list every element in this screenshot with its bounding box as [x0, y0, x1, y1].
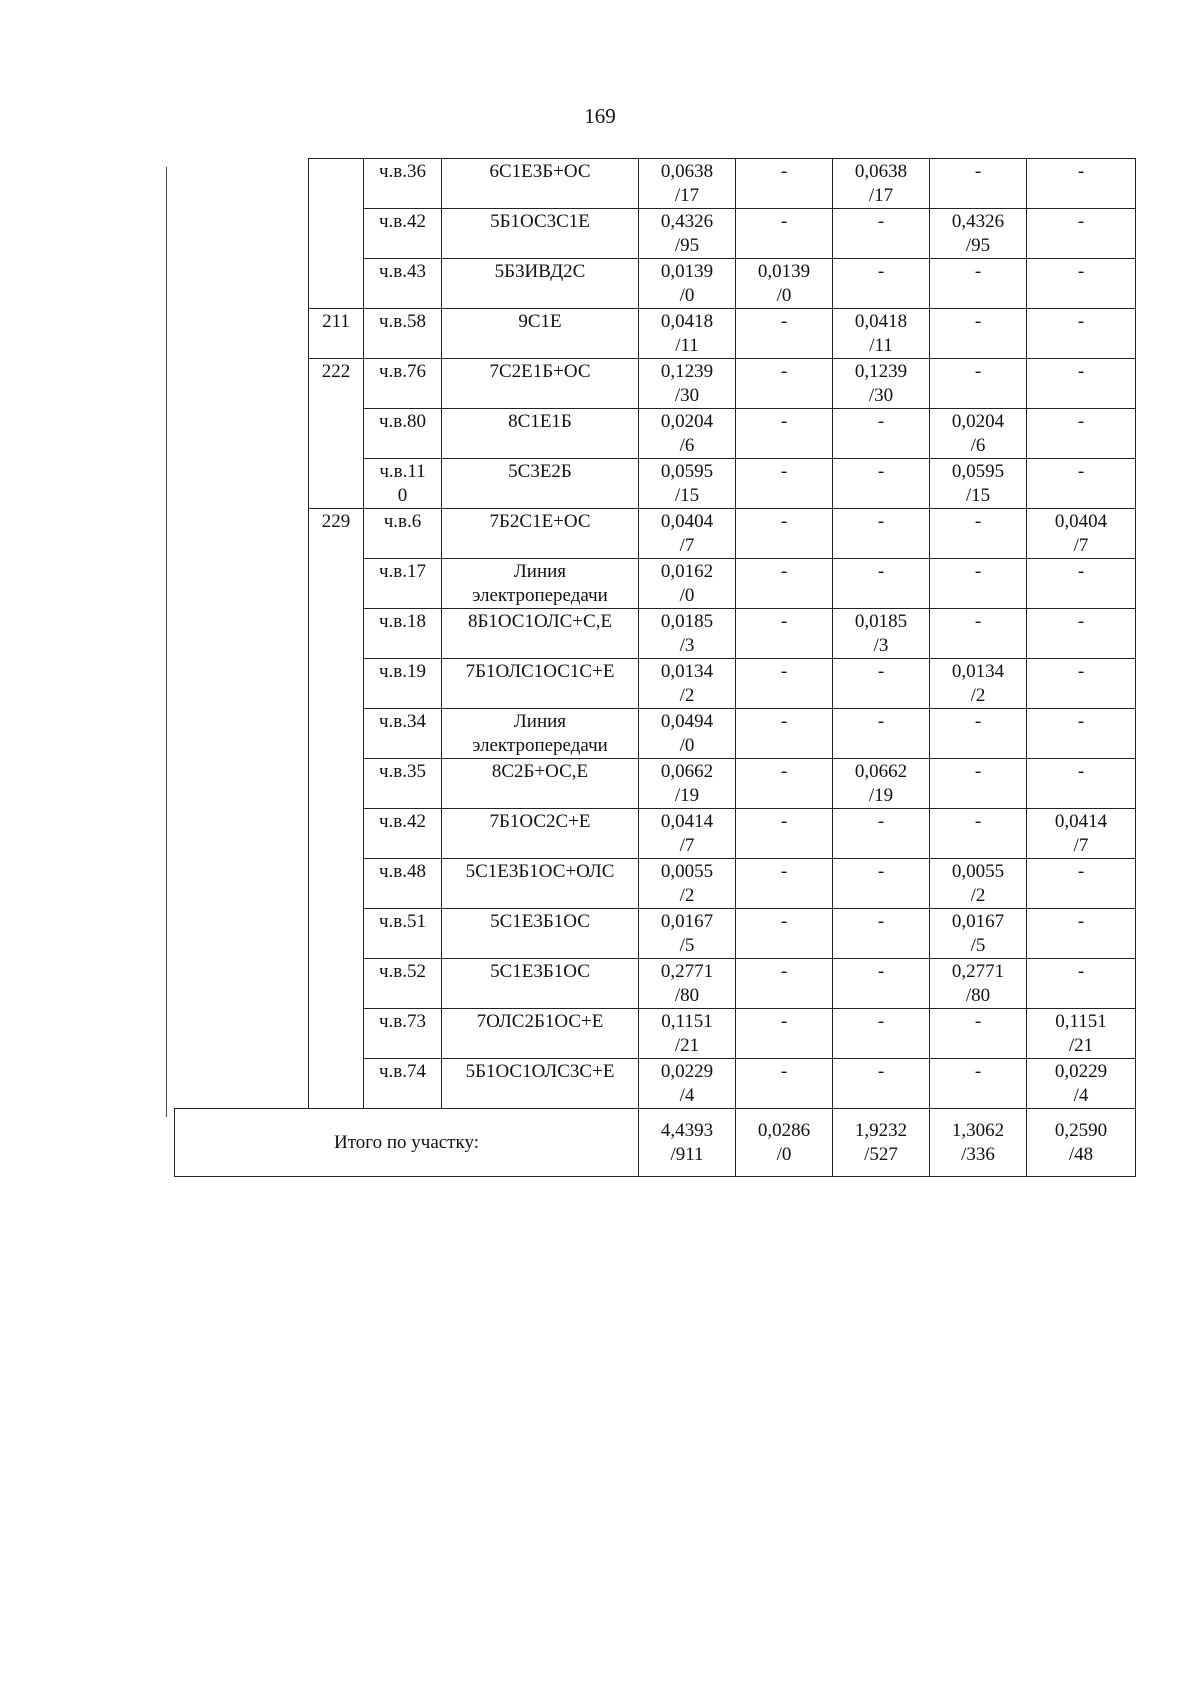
table-row: [175, 609, 1136, 659]
area-total-cell: 0,0494 /0: [639, 709, 736, 759]
block-number-cell: 229: [309, 509, 364, 559]
area-total-cell: 0,0204 /6: [639, 409, 736, 459]
part-id-cell: ч.в.6: [364, 509, 442, 559]
total-value-cell: 0,0286 /0: [736, 1109, 833, 1177]
area-cell: -: [736, 159, 833, 209]
part-id-cell: ч.в.42: [364, 809, 442, 859]
area-cell: -: [833, 809, 930, 859]
area-cell: -: [930, 309, 1027, 359]
composition-cell: 7Б1ОС2С+Е: [442, 809, 639, 859]
table-row: [175, 509, 1136, 559]
area-cell: -: [833, 859, 930, 909]
area-total-cell: 0,0229 /4: [639, 1059, 736, 1109]
area-cell: -: [930, 509, 1027, 559]
area-cell: -: [930, 809, 1027, 859]
area-cell: -: [1027, 609, 1136, 659]
block-number-cell: [309, 859, 364, 909]
area-cell: -: [1027, 659, 1136, 709]
table-row: [175, 909, 1136, 959]
blank-column-cell: [175, 259, 309, 309]
area-cell: -: [930, 259, 1027, 309]
area-cell: -: [1027, 259, 1136, 309]
part-id-cell: ч.в.76: [364, 359, 442, 409]
area-cell: -: [1027, 759, 1136, 809]
table-row: [175, 659, 1136, 709]
block-number-cell: [309, 759, 364, 809]
part-id-cell: ч.в.43: [364, 259, 442, 309]
block-number-cell: [309, 709, 364, 759]
part-id-cell: ч.в.52: [364, 959, 442, 1009]
area-cell: -: [930, 359, 1027, 409]
blank-column-cell: [175, 159, 309, 209]
area-cell: -: [736, 759, 833, 809]
block-number-cell: [309, 209, 364, 259]
area-total-cell: 0,0414 /7: [639, 809, 736, 859]
area-total-cell: 0,0404 /7: [639, 509, 736, 559]
area-cell: -: [930, 709, 1027, 759]
area-cell: -: [1027, 559, 1136, 609]
table-row: [175, 809, 1136, 859]
area-cell: -: [736, 809, 833, 859]
area-cell: -: [833, 959, 930, 1009]
block-number-cell: [309, 809, 364, 859]
area-cell: -: [736, 959, 833, 1009]
blank-column-cell: [175, 209, 309, 259]
area-total-cell: 0,0185 /3: [639, 609, 736, 659]
total-label: Итого по участку:: [175, 1109, 639, 1177]
blank-column-cell: [175, 859, 309, 909]
area-cell: -: [1027, 209, 1136, 259]
composition-cell: 5С1Е3Б1ОС: [442, 909, 639, 959]
blank-column-cell: [175, 509, 309, 559]
area-cell: -: [833, 559, 930, 609]
area-cell: -: [736, 309, 833, 359]
area-cell: 0,0414 /7: [1027, 809, 1136, 859]
area-total-cell: 0,0139 /0: [639, 259, 736, 309]
blank-column-cell: [175, 1059, 309, 1109]
composition-cell: 8Б1ОС1ОЛС+С,Е: [442, 609, 639, 659]
area-cell: -: [833, 909, 930, 959]
area-cell: -: [736, 909, 833, 959]
area-cell: 0,0185 /3: [833, 609, 930, 659]
area-total-cell: 0,1239 /30: [639, 359, 736, 409]
total-row: [175, 1109, 1136, 1177]
composition-cell: 8С1Е1Б: [442, 409, 639, 459]
area-cell: 0,0638 /17: [833, 159, 930, 209]
allotment-table: [174, 158, 1136, 1177]
area-cell: -: [736, 459, 833, 509]
area-total-cell: 0,0595 /15: [639, 459, 736, 509]
blank-column-cell: [175, 959, 309, 1009]
block-number-cell: [309, 659, 364, 709]
area-total-cell: 0,0167 /5: [639, 909, 736, 959]
block-number-cell: [309, 959, 364, 1009]
area-cell: -: [736, 1009, 833, 1059]
area-cell: -: [833, 509, 930, 559]
area-cell: 0,0595 /15: [930, 459, 1027, 509]
area-cell: -: [833, 659, 930, 709]
table-row: [175, 259, 1136, 309]
area-total-cell: 0,0162 /0: [639, 559, 736, 609]
block-number-cell: [309, 159, 364, 209]
area-cell: -: [736, 559, 833, 609]
table-row: [175, 859, 1136, 909]
table-row: [175, 159, 1136, 209]
part-id-cell: ч.в.42: [364, 209, 442, 259]
table-row: [175, 709, 1136, 759]
area-cell: -: [833, 709, 930, 759]
composition-cell: 5С3Е2Б: [442, 459, 639, 509]
blank-column-cell: [175, 309, 309, 359]
block-number-cell: [309, 409, 364, 459]
table-row: [175, 459, 1136, 509]
area-cell: -: [736, 409, 833, 459]
composition-cell: 5С1Е3Б1ОС+ОЛС: [442, 859, 639, 909]
area-cell: -: [736, 709, 833, 759]
table-row: [175, 759, 1136, 809]
block-number-cell: [309, 1059, 364, 1109]
area-cell: -: [1027, 359, 1136, 409]
table-row: [175, 559, 1136, 609]
area-cell: 0,2771 /80: [930, 959, 1027, 1009]
block-number-cell: [309, 559, 364, 609]
block-number-cell: [309, 1009, 364, 1059]
composition-cell: 5Б1ОС3С1Е: [442, 209, 639, 259]
area-total-cell: 0,0134 /2: [639, 659, 736, 709]
block-number-cell: 222: [309, 359, 364, 409]
area-cell: -: [736, 659, 833, 709]
area-total-cell: 0,2771 /80: [639, 959, 736, 1009]
part-id-cell: ч.в.17: [364, 559, 442, 609]
blank-column-cell: [175, 709, 309, 759]
composition-cell: 5С1Е3Б1ОС: [442, 959, 639, 1009]
blank-column-cell: [175, 809, 309, 859]
blank-column-cell: [175, 659, 309, 709]
part-id-cell: ч.в.80: [364, 409, 442, 459]
composition-cell: 7Б2С1Е+ОС: [442, 509, 639, 559]
blank-column-cell: [175, 359, 309, 409]
area-cell: 0,0418 /11: [833, 309, 930, 359]
area-cell: -: [1027, 409, 1136, 459]
area-cell: -: [1027, 959, 1136, 1009]
area-cell: -: [833, 1009, 930, 1059]
part-id-cell: ч.в.11 0: [364, 459, 442, 509]
area-cell: -: [930, 159, 1027, 209]
area-cell: -: [930, 1059, 1027, 1109]
composition-cell: 7С2Е1Б+ОС: [442, 359, 639, 409]
table-row: [175, 309, 1136, 359]
table-row: [175, 359, 1136, 409]
part-id-cell: ч.в.18: [364, 609, 442, 659]
composition-cell: 7ОЛС2Б1ОС+Е: [442, 1009, 639, 1059]
area-cell: -: [930, 1009, 1027, 1059]
area-cell: -: [1027, 709, 1136, 759]
area-cell: -: [930, 609, 1027, 659]
composition-cell: 8С2Б+ОС,Е: [442, 759, 639, 809]
total-value-cell: 4,4393 /911: [639, 1109, 736, 1177]
page-number: 169: [584, 104, 616, 128]
part-id-cell: ч.в.36: [364, 159, 442, 209]
table-row: [175, 959, 1136, 1009]
part-id-cell: ч.в.19: [364, 659, 442, 709]
area-cell: -: [1027, 159, 1136, 209]
table-row: [175, 1059, 1136, 1109]
blank-column-cell: [175, 759, 309, 809]
block-number-cell: [309, 609, 364, 659]
area-cell: 0,0662 /19: [833, 759, 930, 809]
part-id-cell: ч.в.48: [364, 859, 442, 909]
table-body: [175, 159, 1136, 1177]
area-cell: -: [833, 409, 930, 459]
block-number-cell: 211: [309, 309, 364, 359]
blank-column-cell: [175, 1009, 309, 1059]
total-value-cell: 0,2590 /48: [1027, 1109, 1136, 1177]
area-cell: -: [736, 1059, 833, 1109]
blank-column-cell: [175, 459, 309, 509]
composition-cell: 9С1Е: [442, 309, 639, 359]
blank-column-cell: [175, 609, 309, 659]
area-cell: -: [833, 209, 930, 259]
part-id-cell: ч.в.34: [364, 709, 442, 759]
area-cell: -: [736, 509, 833, 559]
blank-column-cell: [175, 409, 309, 459]
area-total-cell: 0,0055 /2: [639, 859, 736, 909]
area-cell: -: [736, 609, 833, 659]
area-cell: -: [1027, 909, 1136, 959]
block-number-cell: [309, 259, 364, 309]
blank-column-cell: [175, 909, 309, 959]
area-cell: -: [1027, 459, 1136, 509]
part-id-cell: ч.в.51: [364, 909, 442, 959]
blank-column-cell: [175, 559, 309, 609]
area-cell: -: [1027, 859, 1136, 909]
area-total-cell: 0,0638 /17: [639, 159, 736, 209]
total-value-cell: 1,3062 /336: [930, 1109, 1027, 1177]
table-row: [175, 1009, 1136, 1059]
table-row: [175, 209, 1136, 259]
area-cell: -: [736, 859, 833, 909]
area-cell: -: [736, 209, 833, 259]
left-margin-line: [166, 167, 167, 1117]
part-id-cell: ч.в.74: [364, 1059, 442, 1109]
block-number-cell: [309, 909, 364, 959]
area-cell: 0,1239 /30: [833, 359, 930, 409]
part-id-cell: ч.в.58: [364, 309, 442, 359]
composition-cell: Линия электропередачи: [442, 559, 639, 609]
area-cell: 0,1151 /21: [1027, 1009, 1136, 1059]
composition-cell: 5Б1ОС1ОЛС3С+Е: [442, 1059, 639, 1109]
area-cell: -: [930, 759, 1027, 809]
area-cell: -: [833, 259, 930, 309]
composition-cell: 5Б3ИВД2С: [442, 259, 639, 309]
area-total-cell: 0,0418 /11: [639, 309, 736, 359]
area-cell: 0,0204 /6: [930, 409, 1027, 459]
composition-cell: 7Б1ОЛС1ОС1С+Е: [442, 659, 639, 709]
area-total-cell: 0,1151 /21: [639, 1009, 736, 1059]
area-cell: 0,0139 /0: [736, 259, 833, 309]
area-cell: -: [930, 559, 1027, 609]
part-id-cell: ч.в.73: [364, 1009, 442, 1059]
block-number-cell: [309, 459, 364, 509]
area-cell: 0,4326 /95: [930, 209, 1027, 259]
part-id-cell: ч.в.35: [364, 759, 442, 809]
area-cell: 0,0167 /5: [930, 909, 1027, 959]
area-cell: 0,0134 /2: [930, 659, 1027, 709]
total-value-cell: 1,9232 /527: [833, 1109, 930, 1177]
area-cell: 0,0055 /2: [930, 859, 1027, 909]
composition-cell: 6С1Е3Б+ОС: [442, 159, 639, 209]
area-total-cell: 0,0662 /19: [639, 759, 736, 809]
area-cell: 0,0404 /7: [1027, 509, 1136, 559]
area-cell: -: [1027, 309, 1136, 359]
area-cell: 0,0229 /4: [1027, 1059, 1136, 1109]
area-total-cell: 0,4326 /95: [639, 209, 736, 259]
area-cell: -: [833, 1059, 930, 1109]
area-cell: -: [736, 359, 833, 409]
composition-cell: Линия электропередачи: [442, 709, 639, 759]
area-cell: -: [833, 459, 930, 509]
table-row: [175, 409, 1136, 459]
